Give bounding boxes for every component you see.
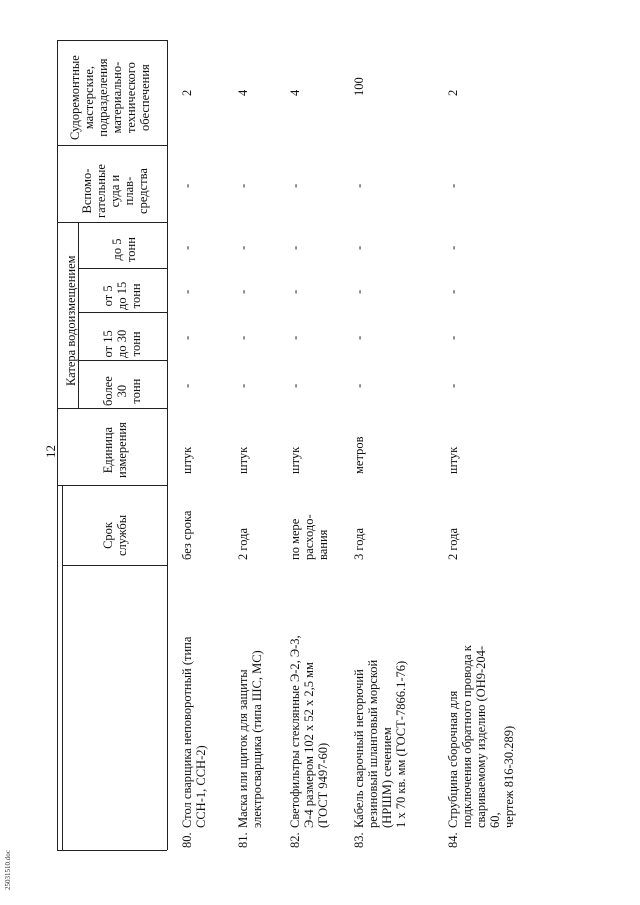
cell-auxiliary: - [352, 183, 366, 188]
header-up-to-5-tons: до 5 тонн [110, 237, 138, 262]
cell-over-30-tons: - [352, 383, 366, 388]
cell-unit: штук [446, 446, 460, 474]
cell-up-to-5-tons: - [446, 245, 460, 250]
cell-workshops: 2 [446, 89, 460, 96]
cell-15-30-tons: - [352, 335, 366, 340]
cell-over-30-tons: - [180, 383, 194, 388]
cell-number: 84. [446, 832, 460, 848]
cell-item-name: Светофильтры стеклянные Э-2, Э-3, Э-4 размером 102 х 52 х 2,5 мм (ГОСТ 9497-60) [288, 635, 330, 828]
cell-unit: штук [236, 446, 250, 474]
cell-15-30-tons: - [236, 335, 250, 340]
cell-workshops: 100 [352, 77, 366, 96]
cell-15-30-tons: - [180, 335, 194, 340]
cell-number: 80. [180, 832, 194, 848]
cell-item-name: Стол сварщика неповоротный (типа ССН-1, ССН-2) [180, 636, 208, 828]
header-unit: Единица измерения [101, 422, 129, 478]
header-boat-category: Катера водоизмещением [64, 255, 78, 386]
cell-item-name: Струбцина сборочная для подключения обратного провода к свариваемому изделию (ОН9-204-60, чертеж 816-30.289) [446, 645, 516, 828]
cell-over-30-tons: - [236, 383, 250, 388]
cell-number: 82. [288, 832, 302, 848]
cell-unit: штук [180, 446, 194, 474]
cell-auxiliary: - [446, 183, 460, 188]
cell-service-life: 2 года [236, 528, 250, 560]
cell-number: 81. [236, 832, 250, 848]
cell-service-life: 2 года [446, 528, 460, 560]
cell-auxiliary: - [288, 183, 302, 188]
header-5-15-tons: от 5 до 15 тонн [101, 281, 143, 310]
header-repair-workshops: Судоремонтные мастерские, подразделения материально- технического обеспечения [68, 55, 152, 140]
cell-service-life: 3 года [352, 528, 366, 560]
header-over-30-tons: более 30 тонн [101, 376, 143, 406]
cell-over-30-tons: - [446, 383, 460, 388]
cell-15-30-tons: - [288, 335, 302, 340]
cell-unit: метров [352, 436, 366, 474]
cell-service-life: по мере расходо- вания [288, 514, 330, 560]
cell-up-to-5-tons: - [180, 245, 194, 250]
cell-unit: штук [288, 446, 302, 474]
cell-5-15-tons: - [236, 289, 250, 294]
cell-5-15-tons: - [352, 289, 366, 294]
header-auxiliary-vessels: Вспомо- гательные суда и плав- средства [80, 164, 150, 218]
cell-up-to-5-tons: - [352, 245, 366, 250]
document-footer-filename: 25031510.doc [4, 850, 12, 890]
cell-auxiliary: - [236, 183, 250, 188]
cell-auxiliary: - [180, 183, 194, 188]
cell-5-15-tons: - [288, 289, 302, 294]
cell-item-name: Маска или щиток для защиты электросварщика (типа ШС, МС) [236, 650, 264, 828]
cell-service-life: без срока [180, 510, 194, 560]
header-service-life: Срок службы [101, 514, 129, 556]
cell-over-30-tons: - [288, 383, 302, 388]
cell-number: 83. [352, 832, 366, 848]
cell-workshops: 2 [180, 89, 194, 96]
cell-workshops: 4 [236, 89, 250, 96]
cell-5-15-tons: - [180, 289, 194, 294]
cell-workshops: 4 [288, 89, 302, 96]
cell-up-to-5-tons: - [236, 245, 250, 250]
cell-item-name: Кабель сварочный негорючий резиновый шланговый морской (НРШМ) сечением 1 х 70 кв. мм (ГОСТ-7866.1-76) [352, 659, 408, 828]
header-15-30-tons: от 15 до 30 тонн [101, 329, 143, 358]
cell-15-30-tons: - [446, 335, 460, 340]
cell-5-15-tons: - [446, 289, 460, 294]
cell-up-to-5-tons: - [288, 245, 302, 250]
page-number: 12 [43, 445, 58, 458]
